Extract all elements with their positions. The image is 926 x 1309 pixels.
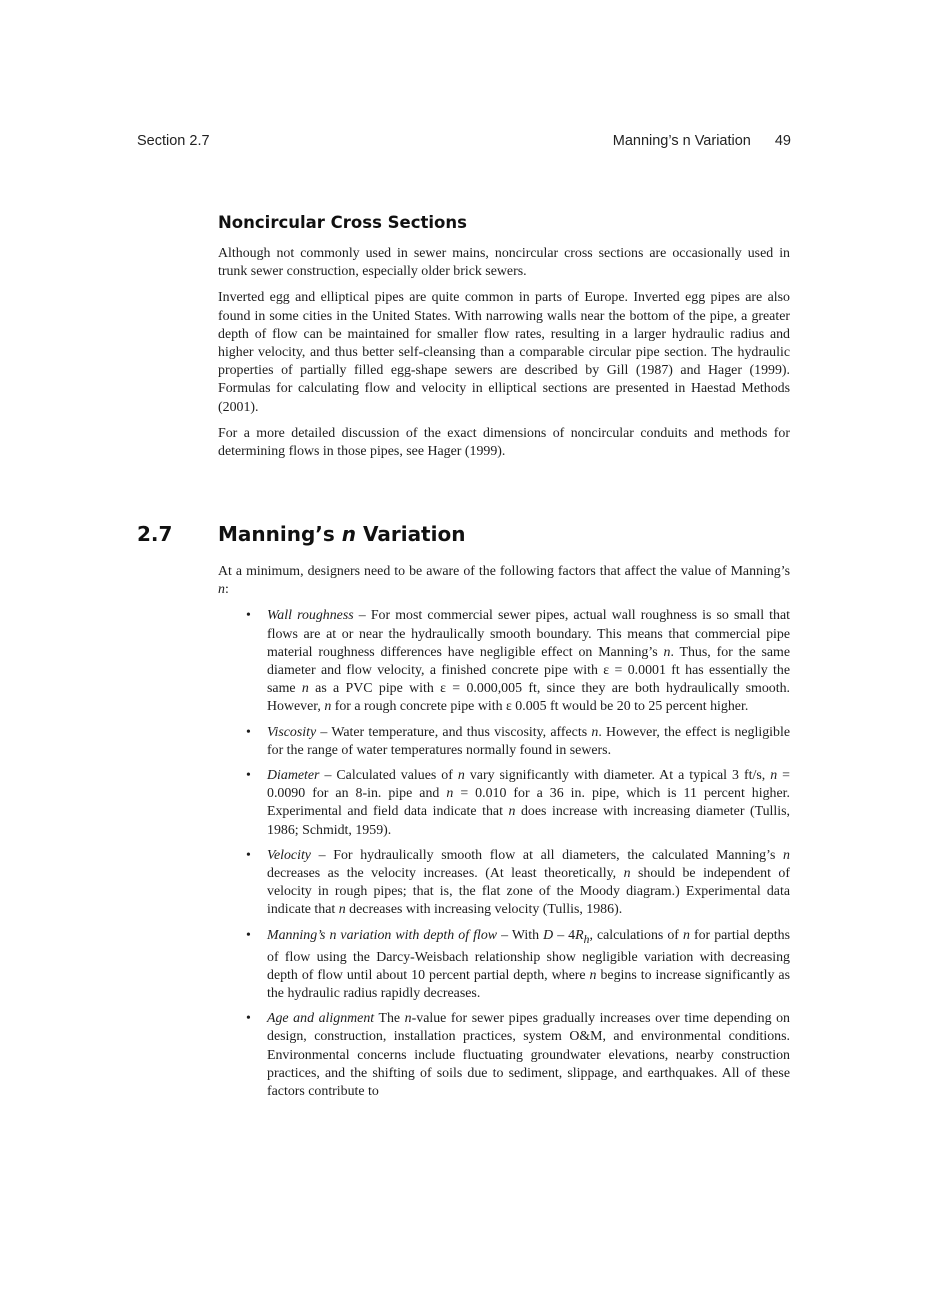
text: = 0.0090 for an 8-in. pipe and — [267, 768, 790, 802]
bullet-icon: • — [246, 847, 251, 863]
term: Wall roughness — [267, 608, 354, 624]
paragraph: For a more detailed discussion of the exact dimensions of noncircular conduits and methods for determining flows in those pipes, see Hager (1999). — [218, 425, 790, 460]
variable-n: n — [591, 724, 599, 740]
text: decreases as the velocity increases. (At least theoretically, — [267, 866, 624, 882]
text: – Water temperature, and thus viscosity, affects — [316, 724, 592, 740]
term: Diameter — [267, 768, 320, 784]
variable-n: n — [457, 768, 465, 784]
text: -value for sewer pipes gradually increases over time depending on design, construction, installation practices, system O&M, and environmental conditions. Environmental concerns include fluctuating groundwater elevations, nearby construction practices, and the shifting of soils due to sediment, slippage, and earthquakes. All of these factors contribute to — [267, 1011, 790, 1100]
list-item-age-alignment — [218, 1010, 790, 1101]
chapter-title-header — [613, 133, 791, 149]
section-body — [218, 563, 790, 1108]
chapter-title: Manning’s n Variation — [612, 133, 751, 149]
variable-n: n — [508, 804, 516, 820]
text: – For hydraulically smooth flow at all diameters, the calculated Manning’s — [310, 847, 784, 863]
text: = 0.010 for a 36 in. pipe, which is 11 percent higher. Experimental and field data indicate that — [267, 786, 791, 820]
variable-n: n — [324, 699, 332, 715]
section-title-post: Variation — [356, 522, 466, 546]
bullet-icon: • — [246, 724, 251, 740]
text: begins to increase significantly as the hydraulic radius rapidly decreases. — [267, 967, 790, 1002]
variable-n: n — [623, 866, 631, 882]
variable-n: n — [589, 967, 597, 983]
term: Age and alignment — [267, 1011, 375, 1027]
variable-n: n — [218, 582, 225, 598]
factor-list — [218, 607, 790, 1101]
bullet-icon: • — [246, 768, 251, 784]
list-item-wall-roughness — [218, 607, 790, 716]
text: The — [374, 1011, 405, 1027]
term: Manning’s n variation with depth of flow — [267, 927, 498, 943]
section-title-pre: Manning’s — [218, 522, 342, 546]
list-item-diameter — [218, 767, 790, 840]
text: does increase with increasing diameter (Tullis, 1986; Schmidt, 1959). — [267, 804, 790, 838]
bullet-icon: • — [246, 927, 251, 943]
text: should be independent of velocity in rough pipes; that is, the flat zone of the Moody diagram.) Experimental data indicate that — [267, 866, 790, 918]
text: vary significantly with diameter. At a typical 3 ft/s, — [464, 768, 771, 784]
section-title-n: n — [341, 522, 356, 546]
text: At a minimum, designers need to be aware of the following factors that affect the value of Manning’s — [218, 564, 790, 579]
text: decreases with increasing velocity (Tullis, 1986). — [345, 902, 623, 918]
page-number: 49 — [774, 133, 791, 149]
variable-n: n — [338, 902, 346, 918]
variable-h: h — [583, 932, 590, 946]
section-title — [218, 522, 465, 546]
text: – For most commercial sewer pipes, actual wall roughness is so small that flows are at or near the hydraulically smooth boundary. This means that commercial pipe material roughness differences have negligible effect on Manning’s — [267, 608, 791, 660]
list-item-depth-of-flow — [218, 927, 790, 1004]
text: . Thus, for the same diameter and flow velocity, a finished concrete pipe with ε = 0.0001 ft has essentially the same — [267, 644, 791, 697]
variable-n: n — [663, 644, 671, 660]
variable-n: n — [682, 927, 690, 943]
term: Velocity — [267, 847, 311, 863]
text: , calculations of — [589, 927, 683, 943]
list-item-viscosity — [218, 724, 790, 760]
noncircular-body — [218, 245, 790, 469]
bullet-icon: • — [246, 1011, 251, 1027]
text: – Calculated values of — [319, 768, 458, 784]
variable-r: R — [575, 927, 584, 943]
variable-n: n — [770, 768, 778, 784]
paragraph: Inverted egg and elliptical pipes are quite common in parts of Europe. Inverted egg pipes are also found in some cities in the United States. With narrowing walls near the bottom of the pipe, a greater depth of flow can be maintained for smaller flow rates, resulting in a larger hydraulic radius and higher velocity, and thus better self-cleansing than a comparable circular pipe section. The hydraulic properties of partially filled egg-shape sewers are described by Gill (1987) and Hager (1999). Formulas for calculating flow and velocity in elliptical sections are presented in Haestad Methods (2001). — [218, 290, 790, 415]
section-number: 2.7 — [137, 522, 173, 546]
subheading-noncircular: Noncircular Cross Sections — [218, 213, 467, 232]
intro-paragraph — [218, 563, 790, 599]
running-header — [137, 133, 791, 153]
section-label: Section 2.7 — [137, 133, 210, 149]
variable-n: n — [446, 786, 454, 802]
variable-n: n — [301, 681, 309, 697]
text: . However, the effect is negligible for the range of water temperatures normally found in sewers. — [267, 724, 790, 758]
bullet-icon: • — [246, 608, 251, 624]
paragraph: Although not commonly used in sewer mains, noncircular cross sections are occasionally used in trunk sewer construction, especially older brick sewers. — [218, 246, 790, 280]
text: for partial depths of flow using the Darcy-Weisbach relationship show negligible variation with decreasing depth of flow until about 10 percent partial depth, where — [267, 927, 790, 983]
text: : — [224, 582, 229, 598]
list-item-velocity — [218, 847, 790, 920]
term: Viscosity — [267, 724, 317, 740]
text: for a rough concrete pipe with ε 0.005 ft would be 20 to 25 percent higher. — [331, 699, 749, 715]
text: – With — [497, 927, 544, 943]
variable-d: D — [543, 927, 554, 943]
text: – 4 — [553, 927, 576, 943]
variable-n: n — [404, 1011, 412, 1027]
text: as a PVC pipe with ε = 0.000,005 ft, since they are both hydraulically smooth. However, — [267, 681, 791, 715]
variable-n: n — [783, 847, 790, 863]
